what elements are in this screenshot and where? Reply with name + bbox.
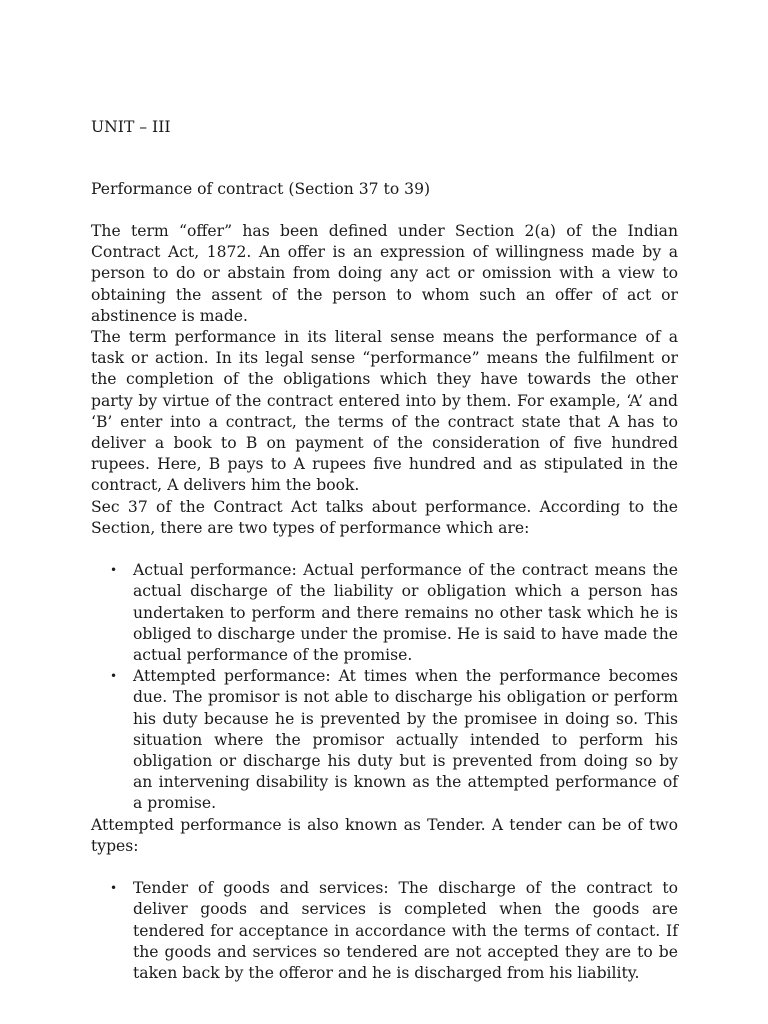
paragraph-tender-intro: Attempted performance is also known as Tender. A tender can be of two types: [91, 815, 678, 855]
paragraph-offer: The term “offer” has been defined under Section 2(a) of the Indian Contract Act, 1872. An offer is an expression of willingness made by a person to do or abstain from doing any act or omission with a view to obtaining the assent of the person to whom such an offer of act or abstinence is made. [91, 222, 678, 325]
list-item-text: Attempted performance: At times when the performance becomes due. The promisor is not able to discharge his obligation or perform his duty because he is prevented by the promisee in doing so. This situation where the promisor actually intended to perform his obligation or discharge his duty but is prevented from doing so by an intervening disability is known as the attempted performance of a promise. [133, 667, 678, 813]
list-item [91, 560, 678, 666]
unit-heading: UNIT – III [91, 118, 171, 136]
list-item-text: Actual performance: Actual performance of the contract means the actual discharge of the liability or obligation which a person has undertaken to perform and there remains no other task which he is obliged to discharge under the promise. He is said to have made the actual performance of the promise. [133, 561, 678, 665]
list-item [91, 878, 678, 984]
paragraph-sec37: Sec 37 of the Contract Act talks about performance. According to the Section, there are two types of performance which are: [91, 497, 678, 537]
section-title: Performance of contract (Section 37 to 39) [91, 180, 431, 198]
document-body [91, 221, 678, 984]
bullet-icon: • [110, 669, 118, 684]
list-item [91, 666, 678, 814]
list-item-text: Tender of goods and services: The discharge of the contract to deliver goods and services is completed when the goods are tendered for acceptance in accordance with the terms of contact. If the goods and services so tendered are not accepted they are to be taken back by the offeror and he is discharged from his liability. [133, 879, 678, 983]
bullet-icon: • [110, 563, 118, 578]
performance-types-list [91, 560, 678, 814]
tender-types-list [91, 878, 678, 984]
paragraph-performance: The term performance in its literal sense means the performance of a task or action. In its legal sense “performance” means the fulfilment or the completion of the obligations which they have towards the other party by virtue of the contract entered into by them. For example, ‘A’ and ‘B’ enter into a contract, the terms of the contract state that A has to deliver a book to B on payment of the consideration of five hundred rupees. Here, B pays to A rupees five hundred and as stipulated in the contract, A delivers him the book. [91, 328, 678, 495]
bullet-icon: • [110, 881, 118, 896]
